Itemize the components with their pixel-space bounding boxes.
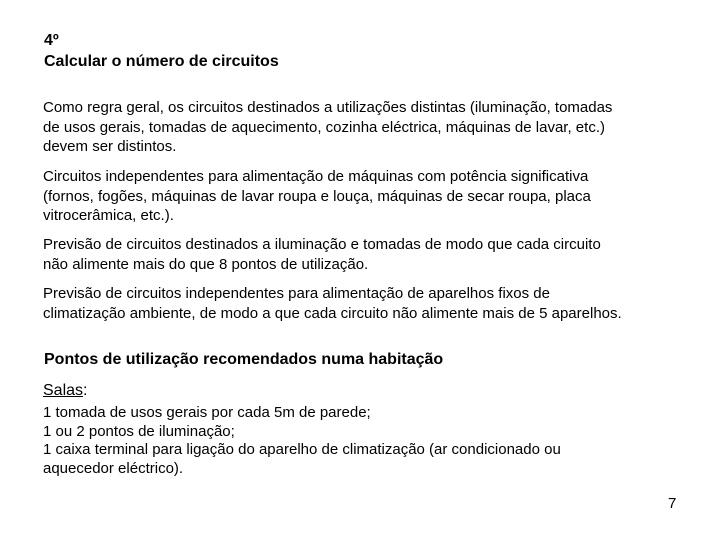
paragraph-independent-circuits — [43, 167, 683, 226]
list-item: 1 caixa terminal para ligação do aparelho de climatização (ar condicionado ou — [43, 441, 561, 459]
room-name: Salas — [43, 382, 84, 399]
paragraph-line: Previsão de circuitos independentes para alimentação de aparelhos fixos de — [43, 285, 550, 302]
list-item: 1 tomada de usos gerais por cada 5m de parede; — [43, 404, 371, 421]
paragraph-line: de usos gerais, tomadas de aquecimento, cozinha eléctrica, máquinas de lavar, etc.) — [43, 118, 605, 136]
paragraph-lighting-circuits — [43, 235, 683, 274]
paragraph-line: vitrocerâmica, etc.). — [43, 207, 174, 224]
paragraph-line: (fornos, fogões, máquinas de lavar roupa e louça, máquinas de secar roupa, placa — [43, 187, 591, 205]
room-subheading — [43, 380, 87, 401]
slide-title: Calcular o número de circuitos — [44, 53, 279, 70]
paragraph-line: climatização ambiente, de modo a que cada circuito não alimente mais de 5 aparelhos. — [43, 304, 622, 322]
paragraph-line: devem ser distintos. — [43, 138, 177, 155]
step-number: 4º — [44, 32, 59, 49]
list-item: aquecedor eléctrico). — [43, 459, 184, 477]
paragraph-climatization-circuits — [43, 284, 683, 323]
paragraph-line: não alimente mais do que 8 pontos de utilização. — [43, 255, 369, 273]
slide-heading — [44, 30, 279, 72]
section-title: Pontos de utilização recomendados numa habitação — [44, 351, 444, 368]
list-item: 1 ou 2 pontos de iluminação; — [43, 422, 235, 440]
recommended-points-list — [43, 404, 561, 478]
paragraph-line: Circuitos independentes para alimentação de máquinas com potência significativa — [43, 168, 589, 185]
paragraph-line: Como regra geral, os circuitos destinados a utilizações distintas (iluminação, tomadas — [43, 99, 613, 116]
paragraph-line: Previsão de circuitos destinados a iluminação e tomadas de modo que cada circuito — [43, 236, 601, 253]
page-number: 7 — [668, 495, 677, 512]
paragraph-general-rule — [43, 98, 683, 157]
room-colon: : — [83, 382, 88, 399]
